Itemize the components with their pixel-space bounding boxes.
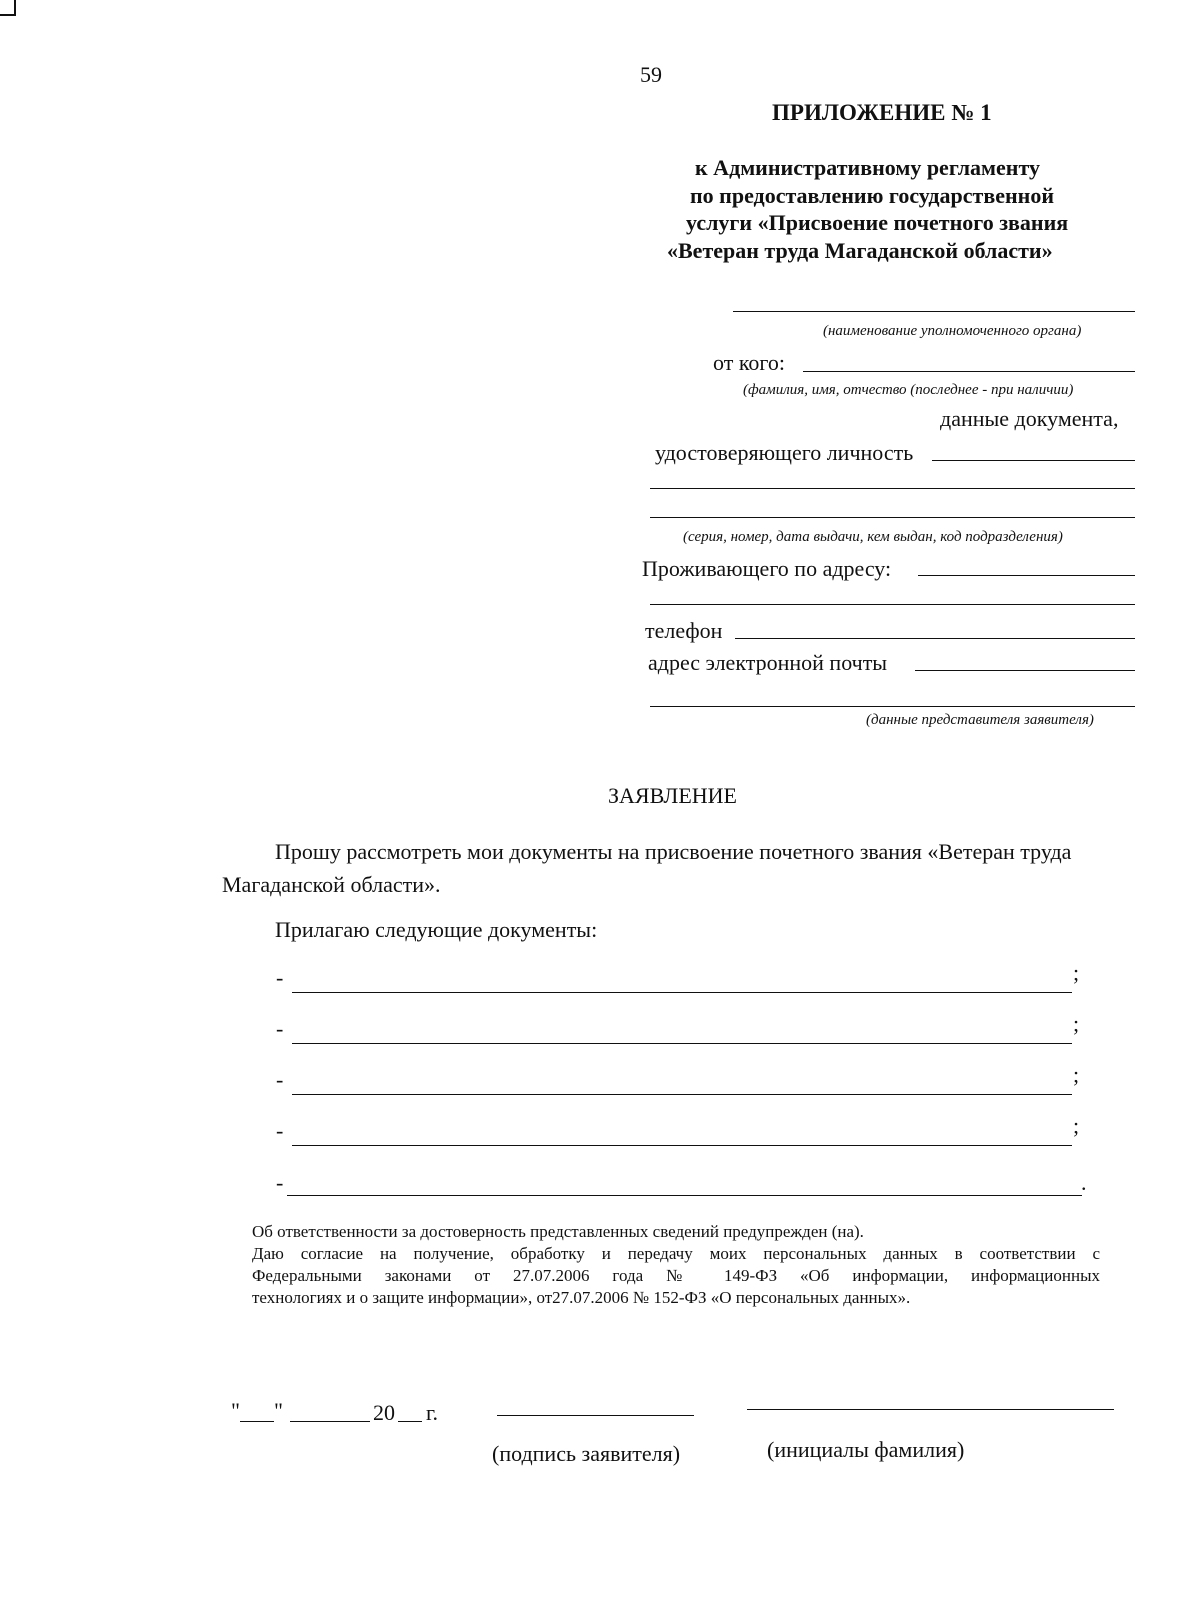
day-line — [240, 1421, 274, 1422]
page-number: 59 — [640, 62, 662, 87]
authority-name-line — [733, 311, 1135, 312]
month-line — [290, 1421, 370, 1422]
scan-corner-mark — [0, 0, 16, 16]
list-item-end: ; — [1073, 960, 1080, 985]
from-label: от кого: — [713, 350, 785, 375]
initials-label: (инициалы фамилия) — [767, 1437, 965, 1462]
year-line — [398, 1421, 422, 1422]
phone-label: телефон — [645, 618, 723, 643]
list-item-end: ; — [1073, 1011, 1080, 1036]
statement-title: ЗАЯВЛЕНИЕ — [608, 783, 737, 808]
consent-line-1: Об ответственности за достоверность представленных сведений предупрежден (на). — [252, 1222, 864, 1241]
list-item-end: ; — [1073, 1113, 1080, 1138]
doc-details-note: (серия, номер, дата выдачи, кем выдан, код подразделения) — [683, 529, 1063, 545]
id-doc-line-3 — [650, 517, 1135, 518]
header-line-4: «Ветеран труда Магаданской области» — [667, 238, 1053, 263]
authority-note: (наименование уполномоченного органа) — [823, 323, 1082, 339]
list-item-line — [287, 1195, 1082, 1196]
address-label: Проживающего по адресу: — [642, 556, 892, 581]
header-line-2: по предоставлению государственной — [690, 183, 1055, 208]
doc-data-label: данные документа, — [940, 406, 1119, 431]
id-doc-label: удостоверяющего личность — [655, 440, 914, 465]
consent-line-2: Даю согласие на получение, обработку и передачу моих персональных данных в соответствии с — [252, 1244, 1100, 1263]
year-suffix: г. — [426, 1400, 439, 1425]
address-line-1 — [918, 575, 1135, 576]
id-doc-line-1 — [932, 460, 1135, 461]
representative-line — [650, 706, 1135, 707]
date-quote-close: " — [274, 1398, 283, 1423]
email-label: адрес электронной почты — [648, 650, 888, 675]
list-item-line — [292, 1145, 1072, 1146]
header-line-3: услуги «Присвоение почетного звания — [686, 210, 1069, 235]
initials-line — [747, 1409, 1114, 1410]
id-doc-line-2 — [650, 488, 1135, 489]
from-line — [803, 371, 1135, 372]
list-item-dash: - — [276, 1016, 284, 1041]
list-item-dash: - — [276, 1067, 284, 1092]
request-line-1: Прошу рассмотреть мои документы на присвоение почетного звания «Ветеран труда — [275, 839, 1072, 864]
header-line-1: к Административному регламенту — [695, 155, 1040, 180]
email-line — [915, 670, 1135, 671]
attach-label: Прилагаю следующие документы: — [275, 917, 598, 942]
list-item-dash: - — [276, 1118, 284, 1143]
list-item-line — [292, 1094, 1072, 1095]
appendix-title: ПРИЛОЖЕНИЕ № 1 — [772, 100, 992, 125]
year-prefix: 20 — [373, 1400, 395, 1425]
date-quote-open: " — [231, 1398, 240, 1423]
list-item-end: ; — [1073, 1062, 1080, 1087]
phone-line — [735, 638, 1135, 639]
list-item-line — [292, 992, 1072, 993]
signature-label: (подпись заявителя) — [492, 1441, 681, 1466]
list-item-dash: - — [276, 965, 284, 990]
list-item-dash: - — [276, 1170, 284, 1195]
fio-note: (фамилия, имя, отчество (последнее - при наличии) — [743, 382, 1074, 398]
address-line-2 — [650, 604, 1135, 605]
request-line-2: Магаданской области». — [222, 872, 441, 897]
signature-line — [497, 1415, 694, 1416]
representative-note: (данные представителя заявителя) — [866, 712, 1094, 728]
list-item-end: . — [1081, 1170, 1087, 1195]
list-item-line — [292, 1043, 1072, 1044]
consent-line-3: Федеральными законами от 27.07.2006 года № 149-ФЗ «Об информации, информационных — [252, 1266, 1100, 1285]
consent-line-4: технологиях и о защите информации», от27.07.2006 № 152-ФЗ «О персональных данных». — [252, 1288, 911, 1307]
